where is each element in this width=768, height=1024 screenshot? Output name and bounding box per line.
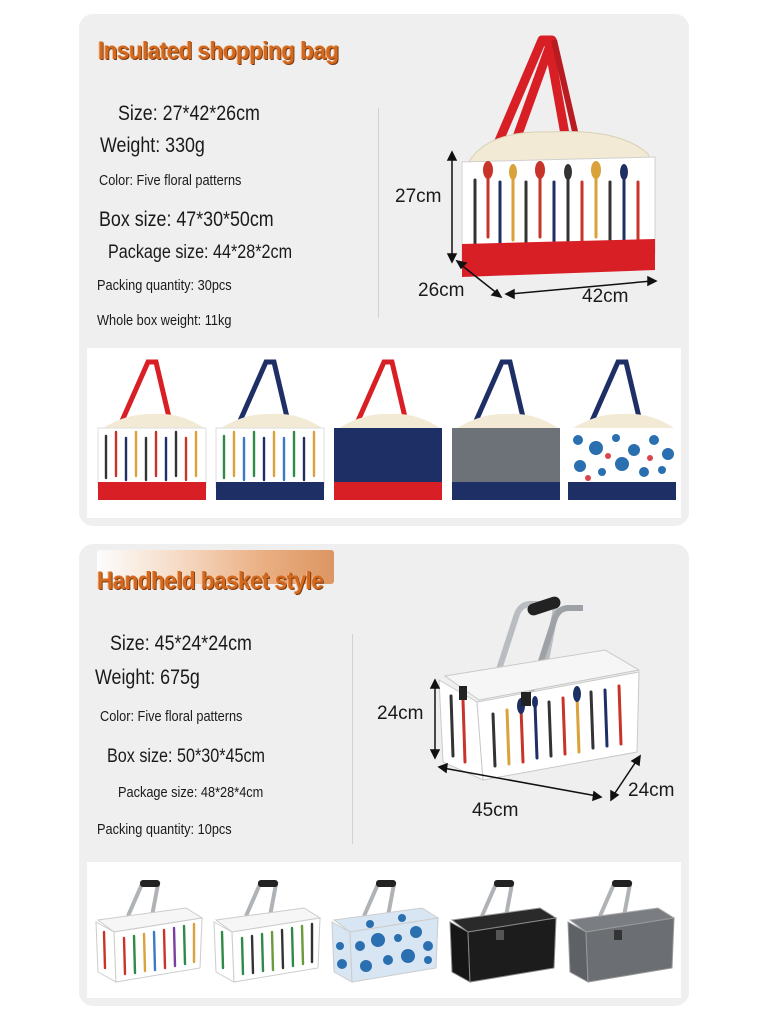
spec-weight: Weight: 330g (100, 134, 205, 157)
spec-size: Size: 27*42*26cm (118, 102, 260, 125)
section-title-shopping-bag: Insulated shopping bag (98, 37, 339, 65)
dimension-depth: 24cm (628, 780, 675, 801)
spec-weight: Weight: 675g (95, 666, 200, 689)
variant-green-cutlery-basket[interactable] (212, 876, 322, 988)
variant-blue-dots-bag[interactable] (566, 358, 678, 506)
variant-blue-dots-basket[interactable] (330, 876, 440, 988)
spec-divider (378, 108, 379, 318)
section-title-basket: Handheld basket style (97, 567, 324, 595)
variant-red-cutlery-bag[interactable] (96, 358, 208, 506)
spec-packing-quantity: Packing quantity: 10pcs (97, 821, 232, 838)
spec-whole-box-weight: Whole box weight: 11kg (97, 312, 232, 329)
variant-gray-basket[interactable] (566, 876, 676, 988)
spec-box-size: Box size: 47*30*50cm (99, 208, 274, 231)
spec-box-size: Box size: 50*30*45cm (107, 746, 266, 767)
spec-color: Color: Five floral patterns (99, 172, 242, 189)
spec-package-size: Package size: 44*28*2cm (108, 242, 293, 263)
variant-navy-red-bag[interactable] (332, 358, 444, 506)
dimension-width: 45cm (472, 800, 519, 821)
spec-divider (352, 634, 353, 844)
spec-size: Size: 45*24*24cm (110, 632, 252, 655)
variant-navy-cutlery-bag[interactable] (214, 358, 326, 506)
dimension-height: 27cm (395, 186, 442, 207)
spec-packing-quantity: Packing quantity: 30pcs (97, 277, 232, 294)
dimension-depth: 26cm (418, 280, 465, 301)
spec-color: Color: Five floral patterns (100, 708, 243, 725)
variant-black-basket[interactable] (448, 876, 558, 988)
dimension-width: 42cm (582, 286, 629, 307)
spec-package-size: Package size: 48*28*4cm (118, 784, 264, 801)
variant-gray-navy-bag[interactable] (450, 358, 562, 506)
dimension-height: 24cm (377, 703, 424, 724)
shopping-bag-main-image (430, 32, 675, 304)
variant-colorful-cutlery-basket[interactable] (94, 876, 204, 988)
